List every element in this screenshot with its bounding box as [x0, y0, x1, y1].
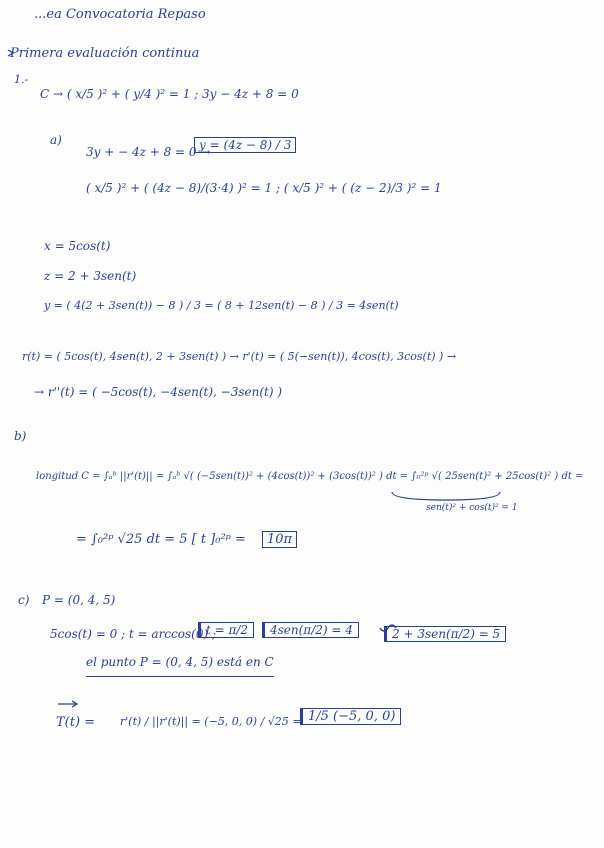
length-result-box: 10π [262, 531, 297, 548]
y-check-box: 4sen(π/2) = 4 [262, 622, 359, 638]
x-param: x = 5cos(t) [44, 239, 111, 253]
y-expression-box: y = (4z − 8) / 3 [194, 137, 296, 153]
section-title: Primera evaluación continua [10, 46, 200, 61]
underbrace-icon [392, 492, 500, 500]
plane-equation: 3y + − 4z + 8 = 0 → [86, 145, 211, 159]
z-param: z = 2 + 3sen(t) [44, 269, 137, 283]
page-title: ...ea Convocatoria Repaso [34, 7, 206, 22]
part-b-label: b) [14, 429, 27, 443]
point-p: P = (0, 4, 5) [42, 593, 116, 607]
bullet-arrow-icon [8, 50, 13, 56]
t-value-box: t = π/2 [198, 622, 254, 638]
substitution-line: ( x/5 )² + ( (4z − 8)/(3·4) )² = 1 ; ( x/5 )² + ( (z − 2)/3 )² = 1 [86, 181, 442, 195]
z-check-box: 2 + 3sen(π/2) = 5 [384, 626, 506, 642]
tangent-label: T(t) = [56, 715, 96, 730]
vector-arrow-icon [58, 701, 77, 707]
curve-definition: C → ( x/5 )² + ( y/4 )² = 1 ; 3y − 4z + 8 = 0 [40, 87, 299, 101]
part-c-label: c) [18, 593, 30, 607]
r-and-derivative: r(t) = ( 5cos(t), 4sen(t), 2 + 3sen(t) ) → r'(t) = ( 5(−sen(t)), 4cos(t), 3cos(t) ) → [22, 350, 457, 363]
cos-equation: 5cos(t) = 0 ; t = arccos(0) ; [50, 627, 216, 641]
length-result-line: = ∫₀²ᵖ √25 dt = 5 [ t ]₀²ᵖ = [76, 532, 246, 547]
y-param: y = ( 4(2 + 3sen(t)) − 8 ) / 3 = ( 8 + 12sen(t) − 8 ) / 3 = 4sen(t) [44, 299, 399, 312]
conclusion-underlined: el punto P = (0, 4, 5) está en C [86, 656, 274, 677]
arc-length-integral: longitud C = ∫ₐᵇ ||r'(t)|| = ∫ₐᵇ √( (−5sen(t))² + (4cos(t))² + (3cos(t))² ) dt = ∫₀²ᵖ √( 25sen(t)² + 25cos(t)² ) dt = [36, 471, 584, 482]
tangent-fraction: r'(t) / ||r'(t)|| = (−5, 0, 0) / √25 = [120, 715, 302, 728]
part-a-label: a) [50, 133, 62, 147]
trig-identity-note: sen(t)² + cos(t)² = 1 [426, 503, 518, 513]
exercise-number: 1.- [14, 73, 29, 86]
tangent-result-box: 1/5 (−5, 0, 0) [300, 708, 401, 725]
second-derivative: → r''(t) = ( −5cos(t), −4sen(t), −3sen(t) ) [34, 385, 283, 399]
squiggle-mark-icon [380, 625, 396, 631]
